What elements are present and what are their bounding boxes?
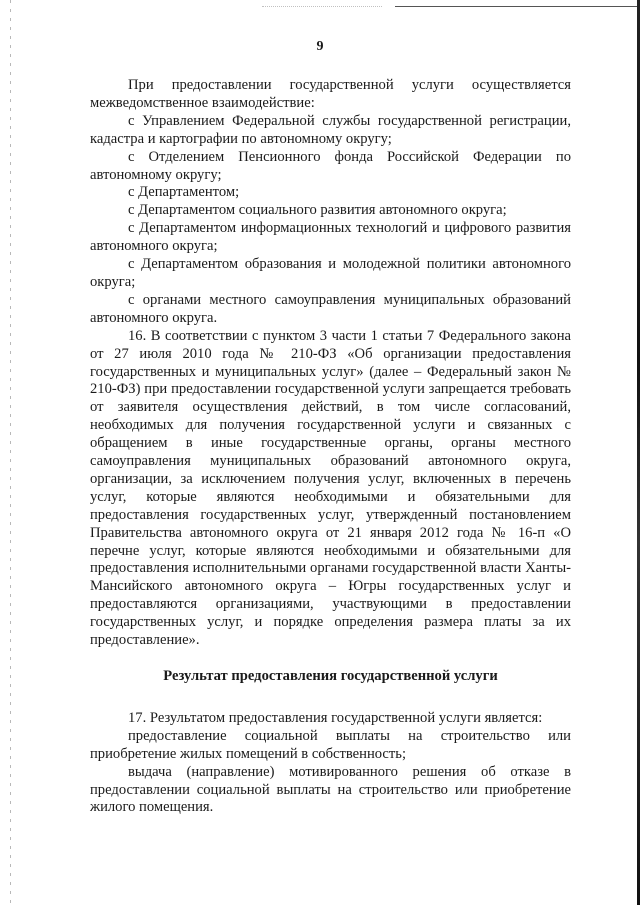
paragraph-17: 17. Результатом предоставления государственной услуги является: xyxy=(128,709,543,726)
page-number: 9 xyxy=(316,39,324,54)
scan-top-line xyxy=(395,6,640,7)
list-item-rosreestr: с Управлением Федеральной службы государственной регистрации, кадастра и картографии по автономному округу; xyxy=(90,112,571,147)
list-item-department: с Департаментом; xyxy=(128,184,240,201)
scan-mark xyxy=(262,6,382,17)
body-text xyxy=(90,77,571,817)
section-heading: Результат предоставления государственной услуги xyxy=(163,668,498,684)
list-item-it-dept: с Департаментом информационных технологий и цифрового развития автономного округа; xyxy=(90,220,571,255)
paragraph-intro: При предоставлении государственной услуги осуществляется межведомственное взаимодействие: xyxy=(90,77,571,111)
result-item-refusal: выдача (направление) мотивированного решения об отказе в предоставлении социальной выплаты на строительство или приобретение жилого помещения. xyxy=(90,763,571,816)
list-item-local-government: с органами местного самоуправления муниципальных образований автономного округа. xyxy=(90,291,571,326)
result-item-payment: предоставление социальной выплаты на строительство или приобретение жилых помещений в собственность; xyxy=(90,727,571,762)
list-item-social-dept: с Департаментом социального развития автономного округа; xyxy=(128,202,507,219)
list-item-education-dept: с Департаментом образования и молодежной политики автономного округа; xyxy=(90,256,571,290)
list-item-pension-fund: с Отделением Пенсионного фонда Российской Федерации по автономному округу; xyxy=(90,148,571,183)
paragraph-16: 16. В соответствии с пунктом 3 части 1 статьи 7 Федерального закона от 27 июля 2010 года № 210-ФЗ «Об организации предоставления государственных и муниципальных услуг» (далее – Федеральный закон № 210-ФЗ) при предоставлении государственной услуги запрещается требовать от заявителя осуществления действий, в том числе согласований, необходимых для получения государственной услуги и связанных с обращением в иные государственные органы, органы местного самоуправления муниципальных образований автономного округа, организации, за исключением получения услуг, включенных в перечень услуг, которые являются необходимыми и обязательными для предоставления государственных услуг, утвержденный постановлением Правительства автономного округа от 21 января 2012 года № 16-п «О перечне услуг, которые являются необходимыми и обязательными для предоставления исполнительными органами государственной власти Ханты-Мансийского автономного округа – Югры государственных услуг и предоставляются организациями, участвующими в предоставлении государственных услуг, и порядке определения размера платы за их предоставление». xyxy=(90,327,571,649)
scan-left-edge xyxy=(10,0,11,905)
